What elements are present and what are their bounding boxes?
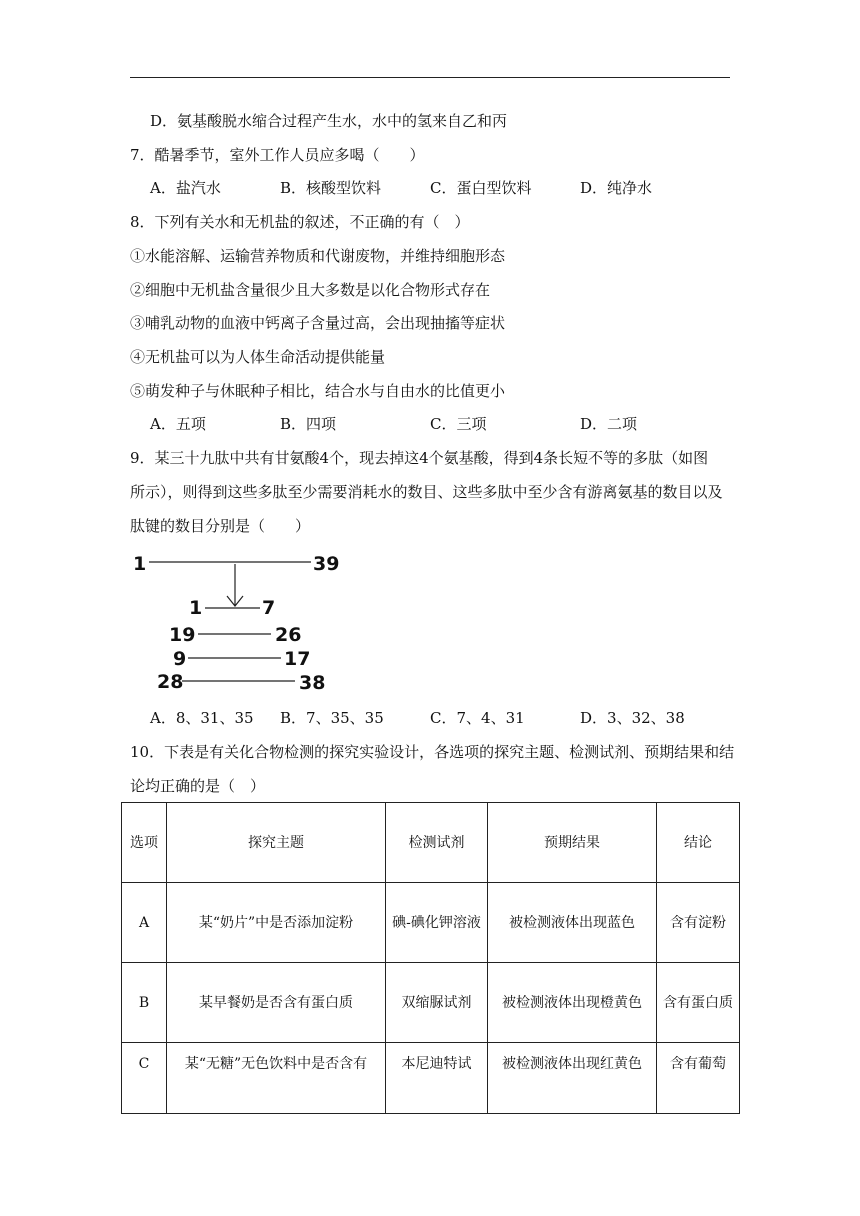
q7-option-a: A．盐汽水: [150, 179, 221, 197]
q8-option-b: B．四项: [280, 415, 337, 433]
table-cell: 被检测液体出现红黄色: [488, 1043, 657, 1114]
q9-option-d: D．3、32、38: [580, 709, 685, 727]
q9-option-b: B．7、35、35: [280, 709, 384, 727]
q10-stem-line: 论均正确的是（ ）: [130, 777, 266, 795]
q8-option-a: A．五项: [150, 415, 206, 433]
q7-stem: 7．酷暑季节，室外工作人员应多喝（ ）: [130, 146, 425, 164]
table-cell: 某早餐奶是否含有蛋白质: [167, 963, 386, 1043]
header-cell-reagent: 检测试剂: [386, 803, 488, 883]
fragment-1-end: 7: [262, 597, 276, 619]
q9-stem-line: 9．某三十九肽中共有甘氨酸4个，现去掉这4个氨基酸，得到4条长短不等的多肽（如图: [130, 449, 709, 467]
fragment-2-start: 19: [169, 624, 196, 646]
header-cell-conclusion: 结论: [657, 803, 740, 883]
table-row: [122, 1043, 740, 1114]
q8-statement: ③哺乳动物的血液中钙离子含量过高，会出现抽搐等症状: [130, 314, 506, 332]
peptide-diagram: [125, 548, 355, 698]
q9-option-c: C．7、4、31: [430, 709, 525, 727]
q6-option-d: D．氨基酸脱水缩合过程产生水，水中的氢来自乙和丙: [150, 112, 508, 130]
table-cell: 碘-碘化钾溶液: [386, 883, 488, 963]
fragment-3-end: 17: [284, 648, 311, 670]
q8-statement: ①水能溶解、运输营养物质和代谢废物，并维持细胞形态: [130, 247, 506, 265]
header-cell-option: 选项: [122, 803, 167, 883]
q8-stem: 8．下列有关水和无机盐的叙述，不正确的有（ ）: [130, 213, 470, 231]
header-cell-topic: 探究主题: [167, 803, 386, 883]
q7-option-b: B．核酸型饮料: [280, 179, 382, 197]
table-cell: B: [122, 963, 167, 1043]
q9-stem-line: 肽键的数目分别是（ ）: [130, 517, 311, 535]
q10-stem-line: 10．下表是有关化合物检测的探究实验设计，各选项的探究主题、检测试剂、预期结果和结: [130, 743, 735, 761]
table-cell: 双缩脲试剂: [386, 963, 488, 1043]
q8-statement: ②细胞中无机盐含量很少且大多数是以化合物形式存在: [130, 281, 491, 299]
table-cell: 被检测液体出现橙黄色: [488, 963, 657, 1043]
q8-statement: ⑤萌发种子与休眠种子相比，结合水与自由水的比值更小: [130, 382, 506, 400]
fragment-1-start: 1: [189, 597, 203, 619]
table-row: [122, 883, 740, 963]
table-row: [122, 963, 740, 1043]
table-cell: 本尼迪特试: [386, 1043, 488, 1114]
q8-option-c: C．三项: [430, 415, 487, 433]
header-cell-expected: 预期结果: [488, 803, 657, 883]
table-header-row: [122, 803, 740, 883]
header-rule: [130, 77, 730, 78]
table-cell: 含有蛋白质: [657, 963, 740, 1043]
q7-option-c: C．蛋白型饮料: [430, 179, 532, 197]
fragment-2-end: 26: [275, 624, 302, 646]
q9-option-a: A．8、31、35: [150, 709, 254, 727]
q7-option-d: D．纯净水: [580, 179, 653, 197]
table-cell: 某“无糖”无色饮料中是否含有: [167, 1043, 386, 1114]
table-cell: 含有淀粉: [657, 883, 740, 963]
fragment-4-end: 38: [299, 672, 326, 694]
table-cell: 某“奶片”中是否添加淀粉: [167, 883, 386, 963]
experiment-table: [121, 802, 740, 1114]
original-start-label: 1: [133, 553, 147, 575]
table-cell: 被检测液体出现蓝色: [488, 883, 657, 963]
q9-stem-line: 所示），则得到这些多肽至少需要消耗水的数目、这些多肽中至少含有游离氨基的数目以及: [130, 483, 723, 501]
table-cell: C: [122, 1043, 167, 1114]
fragment-4-start: 28: [157, 671, 184, 693]
fragment-3-start: 9: [173, 648, 187, 670]
q8-statement: ④无机盐可以为人体生命活动提供能量: [130, 348, 386, 366]
table-cell: A: [122, 883, 167, 963]
q8-option-d: D．二项: [580, 415, 638, 433]
original-end-label: 39: [313, 553, 340, 575]
table-cell: 含有葡萄: [657, 1043, 740, 1114]
